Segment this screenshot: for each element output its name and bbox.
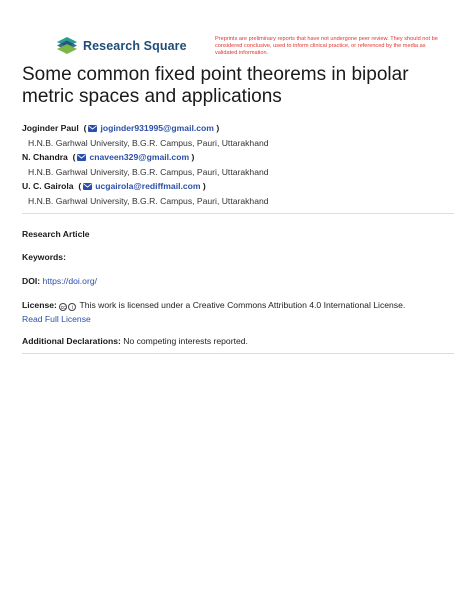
author-email: ucgairola@rediffmail.com bbox=[95, 181, 201, 192]
author-email-link[interactable] bbox=[81, 181, 200, 191]
author-name: N. Chandra bbox=[22, 152, 68, 163]
mail-icon bbox=[83, 183, 92, 190]
author-email-link[interactable] bbox=[86, 123, 213, 133]
article-type: Research Article bbox=[22, 229, 90, 239]
author-entry: U. C. Gairola ( ucgairola@rediffmail.com ) bbox=[22, 181, 206, 192]
author-affiliation: H.N.B. Garhwal University, B.G.R. Campus, Pauri, Uttarakhand bbox=[28, 195, 269, 206]
author-affiliation: H.N.B. Garhwal University, B.G.R. Campus, Pauri, Uttarakhand bbox=[28, 166, 269, 177]
paper-title: Some common fixed point theorems in bipolar metric spaces and applications bbox=[22, 64, 409, 107]
mail-icon bbox=[77, 154, 86, 161]
license-text: This work is licensed under a Creative Commons Attribution 4.0 International License. bbox=[79, 300, 406, 310]
author-email: joginder931995@gmail.com bbox=[100, 123, 214, 134]
divider bbox=[22, 213, 454, 214]
declarations-line bbox=[22, 336, 248, 346]
author-list bbox=[22, 121, 462, 208]
cc-icon: cc bbox=[60, 305, 66, 311]
doi-label: DOI: bbox=[22, 276, 41, 286]
author-name: Joginder Paul bbox=[22, 123, 79, 134]
keywords: Keywords: bbox=[22, 252, 66, 262]
author-affiliation: H.N.B. Garhwal University, B.G.R. Campus, Pauri, Uttarakhand bbox=[28, 137, 269, 148]
doi-line bbox=[22, 276, 97, 286]
brand-name: Research Square bbox=[83, 38, 187, 53]
by-icon: i bbox=[68, 303, 76, 311]
author-entry: Joginder Paul ( joginder931995@gmail.com ) bbox=[22, 123, 220, 134]
author-email-link[interactable] bbox=[75, 152, 189, 162]
research-square-logo-icon bbox=[56, 37, 78, 54]
divider bbox=[22, 353, 454, 354]
read-full-license-link[interactable]: Read Full License bbox=[22, 314, 91, 324]
author-email: cnaveen329@gmail.com bbox=[89, 152, 190, 163]
license-line bbox=[22, 298, 454, 326]
declarations-text: No competing interests reported. bbox=[123, 336, 248, 346]
author-name: U. C. Gairola bbox=[22, 181, 74, 192]
declarations-label: Additional Declarations: bbox=[22, 336, 121, 346]
preprint-notice: Preprints are preliminary reports that have not undergone peer review. They should not be considered conclusive, used to inform clinical practice, or referenced by the media as validated information. bbox=[215, 36, 438, 57]
doi-link[interactable]: https://doi.org/ bbox=[42, 276, 97, 286]
license-label: License: bbox=[22, 300, 57, 310]
author-entry: N. Chandra ( cnaveen329@gmail.com ) bbox=[22, 152, 195, 163]
mail-icon bbox=[88, 125, 97, 132]
research-square-logo[interactable] bbox=[56, 37, 187, 54]
